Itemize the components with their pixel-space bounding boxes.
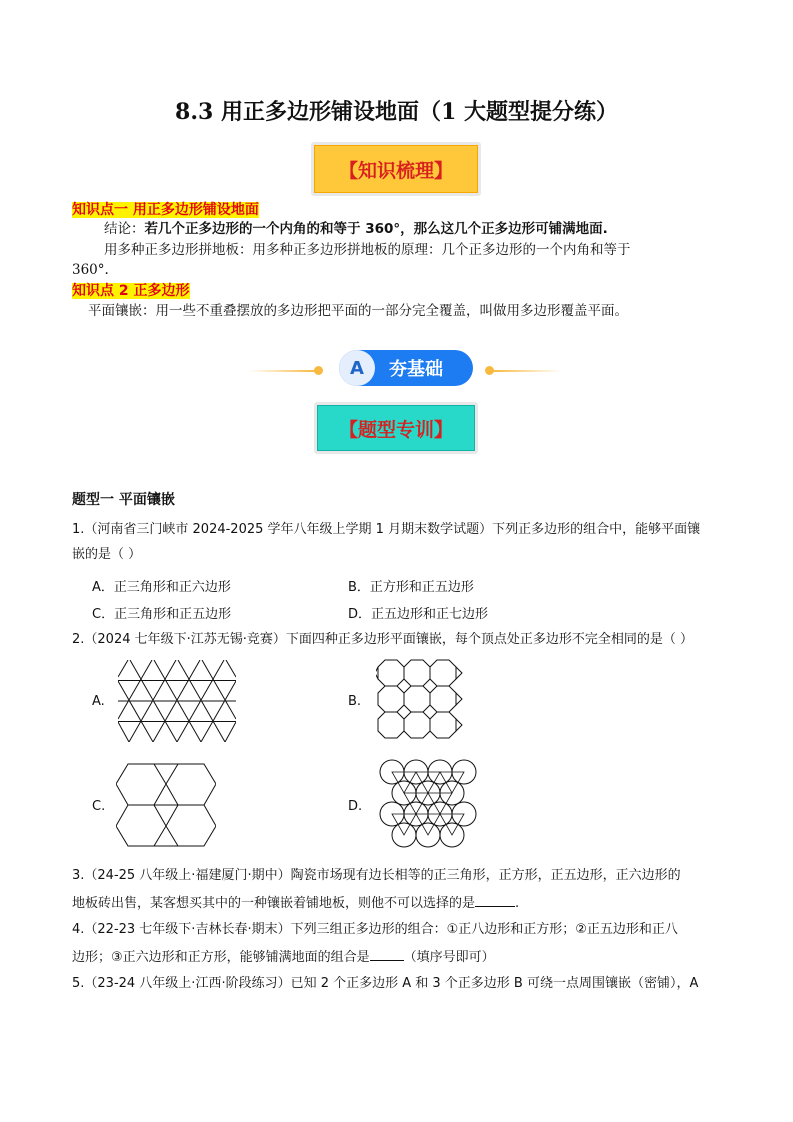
q1-option-c[interactable]: C．正三角形和正五边形 <box>92 607 232 622</box>
section-label: 夯基础 <box>389 359 443 380</box>
multi-polygon-line-1: 用多种正多边形拼地板：用多种正多边形拼地板的原理：几个正多边形的一个内角和等于 <box>104 242 631 258</box>
q1-line-1: 1.（河南省三门峡市 2024-2025 学年八年级上学期 1 月期末数学试题）下列正多边形的组合中，能够平面镶 <box>72 522 701 537</box>
q1-option-d[interactable]: D．正五边形和正七边形 <box>348 607 489 622</box>
q1-option-b[interactable]: B．正方形和正五边形 <box>348 580 474 595</box>
divider-right-line <box>492 370 562 372</box>
topic-heading: 题型一 平面镶嵌 <box>72 492 175 508</box>
circle-packing-tiling-figure <box>378 758 480 854</box>
truncated-square-tiling-figure <box>376 658 464 742</box>
knowledge-summary-banner: 【知识梳理】 <box>311 142 481 196</box>
q3-line-2: 地板砖出售，某客想买其中的一种镶嵌着铺地板，则他不可以选择的是 . <box>72 892 519 914</box>
question-types-banner: 【题型专训】 <box>314 402 478 454</box>
q2-label-d: D. <box>348 799 363 814</box>
hexagon-triangle-tiling-figure <box>116 762 216 848</box>
knowledge-point-1-heading: 知识点一 用正多边形铺设地面 <box>72 202 259 218</box>
q2-label-a: A. <box>92 694 105 709</box>
q4-answer-blank[interactable] <box>370 946 404 961</box>
divider-left-line <box>248 370 316 372</box>
q2-label-b: B. <box>348 694 362 709</box>
divider-left-dot <box>314 366 323 375</box>
tiling-definition: 平面镶嵌：用一些不重叠摆放的多边形把平面的一部分完全覆盖，叫做用多边形覆盖平面。 <box>88 303 628 319</box>
q1-line-2: 嵌的是（ ） <box>72 547 142 562</box>
trihexagonal-tiling-figure <box>118 660 236 742</box>
q2-label-c: C. <box>92 799 106 814</box>
q3-answer-blank[interactable] <box>475 892 515 907</box>
multi-polygon-line-2: 360°. <box>72 262 109 278</box>
q1-option-a[interactable]: A．正三角形和正六边形 <box>92 580 231 595</box>
page-title: 8.3 用正多边形铺设地面（1 大题型提分练） <box>175 99 618 125</box>
q4-line-1: 4.（22-23 七年级下·吉林长春·期末）下列三组正多边形的组合：①正八边形和正方形；②正五边形和正八 <box>72 922 678 937</box>
q2-line-1: 2.（2024 七年级下·江苏无锡·竞赛）下面四种正多边形平面镶嵌，每个顶点处正多边形不完全相同的是（ ） <box>72 632 694 647</box>
section-letter: A <box>339 350 375 386</box>
q4-line-2: 边形；③正六边形和正方形，能够铺满地面的组合是 （填序号即可） <box>72 946 495 968</box>
q5-line-1: 5.（23-24 八年级上·江西·阶段练习）已知 2 个正多边形 A 和 3 个正多边形 B 可绕一点周围镶嵌（密铺），A <box>72 976 699 991</box>
conclusion-line: 结论：若几个正多边形的一个内角的和等于 360°，那么这几个正多边形可铺满地面. <box>104 221 608 237</box>
section-pill <box>339 350 473 386</box>
knowledge-point-2-heading: 知识点 2 正多边形 <box>72 283 190 299</box>
q3-line-1: 3.（24-25 八年级上·福建厦门·期中）陶瓷市场现有边长相等的正三角形，正方形，正五边形，正六边形的 <box>72 868 681 883</box>
